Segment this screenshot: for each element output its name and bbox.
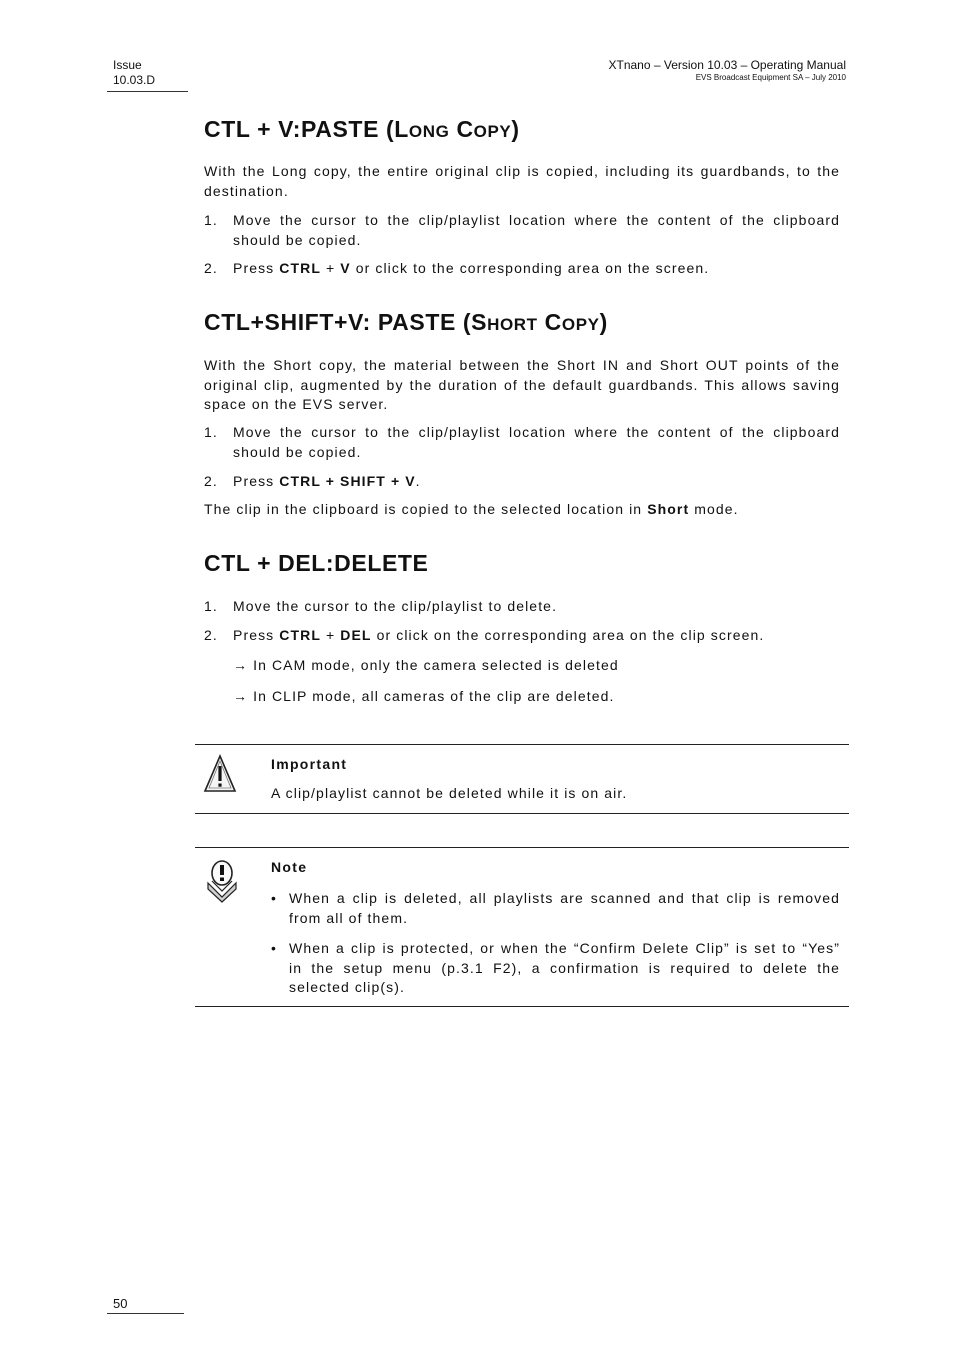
key-v: V — [340, 260, 351, 276]
header-rule — [107, 91, 188, 92]
list-item: • When a clip is deleted, all playlists are scanned and that clip is removed from all of them. — [271, 890, 840, 926]
important-title: Important — [271, 756, 348, 772]
long-copy-intro: With the Long copy, the entire original clip is copied, including its guardbands, to the destination. — [204, 163, 840, 199]
document-title: XTnano – Version 10.03 – Operating Manual — [608, 58, 846, 72]
key-ctrl-shift-v: CTRL + SHIFT + V — [279, 473, 416, 489]
section-heading-long-copy: CTL + V:PASTE (LONG COPY) — [204, 116, 520, 142]
important-text: A clip/playlist cannot be deleted while it is on air. — [271, 785, 628, 801]
important-box-bottom-rule — [195, 813, 849, 814]
arrow-icon: → — [233, 657, 249, 673]
list-item: 2. Press CTRL + DEL or click on the corresponding area on the clip screen. — [204, 627, 765, 643]
sub-item-clip-mode: → In CLIP mode, all cameras of the clip are deleted. — [233, 688, 615, 704]
section-heading-delete: CTL + DEL:DELETE — [204, 550, 429, 576]
key-ctrl: CTRL — [279, 627, 322, 643]
note-box-top-rule — [195, 847, 849, 848]
document-title-block — [609, 58, 847, 83]
arrow-icon: → — [233, 688, 249, 704]
issue-number: 10.03.D — [113, 73, 156, 87]
issue-label: Issue — [113, 58, 142, 72]
key-del: DEL — [340, 627, 372, 643]
list-item: 2. Press CTRL + SHIFT + V. — [204, 473, 421, 489]
note-title: Note — [271, 859, 308, 875]
short-copy-intro: With the Short copy, the material between the Short IN and Short OUT points of the original clip, augmented by the duration of the default guardbands. This allows saving space on the EVS server. — [204, 357, 840, 412]
page-number: 50 — [113, 1296, 128, 1311]
document-subtitle: EVS Broadcast Equipment SA – July 2010 — [695, 73, 846, 82]
issue-block — [113, 58, 155, 88]
warning-triangle-icon — [203, 753, 237, 793]
list-item: • When a clip is protected, or when the “Confirm Delete Clip” is set to “Yes” in the setup menu (p.3.1 F2), a confirmation is required to delete the selected clip(s). — [271, 940, 840, 995]
key-ctrl: CTRL — [279, 260, 322, 276]
sub-item-cam-mode: → In CAM mode, only the camera selected is deleted — [233, 657, 619, 673]
list-item: 2. Press CTRL + V or click to the corresponding area on the screen. — [204, 260, 710, 276]
section-heading-short-copy: CTL+SHIFT+V: PASTE (SHORT COPY) — [204, 309, 608, 335]
note-box-bottom-rule — [195, 1006, 849, 1007]
important-box-top-rule — [195, 744, 849, 745]
bullet-icon: • — [271, 940, 278, 956]
footer-rule — [107, 1313, 184, 1314]
list-item: 1. Move the cursor to the clip/playlist location where the content of the clipboard should be copied. — [204, 212, 840, 248]
note-exclamation-icon — [204, 859, 240, 903]
list-item: 1. Move the cursor to the clip/playlist to delete. — [204, 598, 558, 614]
bullet-icon: • — [271, 890, 278, 906]
short-copy-result: The clip in the clipboard is copied to the selected location in Short mode. — [204, 501, 739, 517]
list-item: 1. Move the cursor to the clip/playlist location where the content of the clipboard should be copied. — [204, 424, 840, 460]
